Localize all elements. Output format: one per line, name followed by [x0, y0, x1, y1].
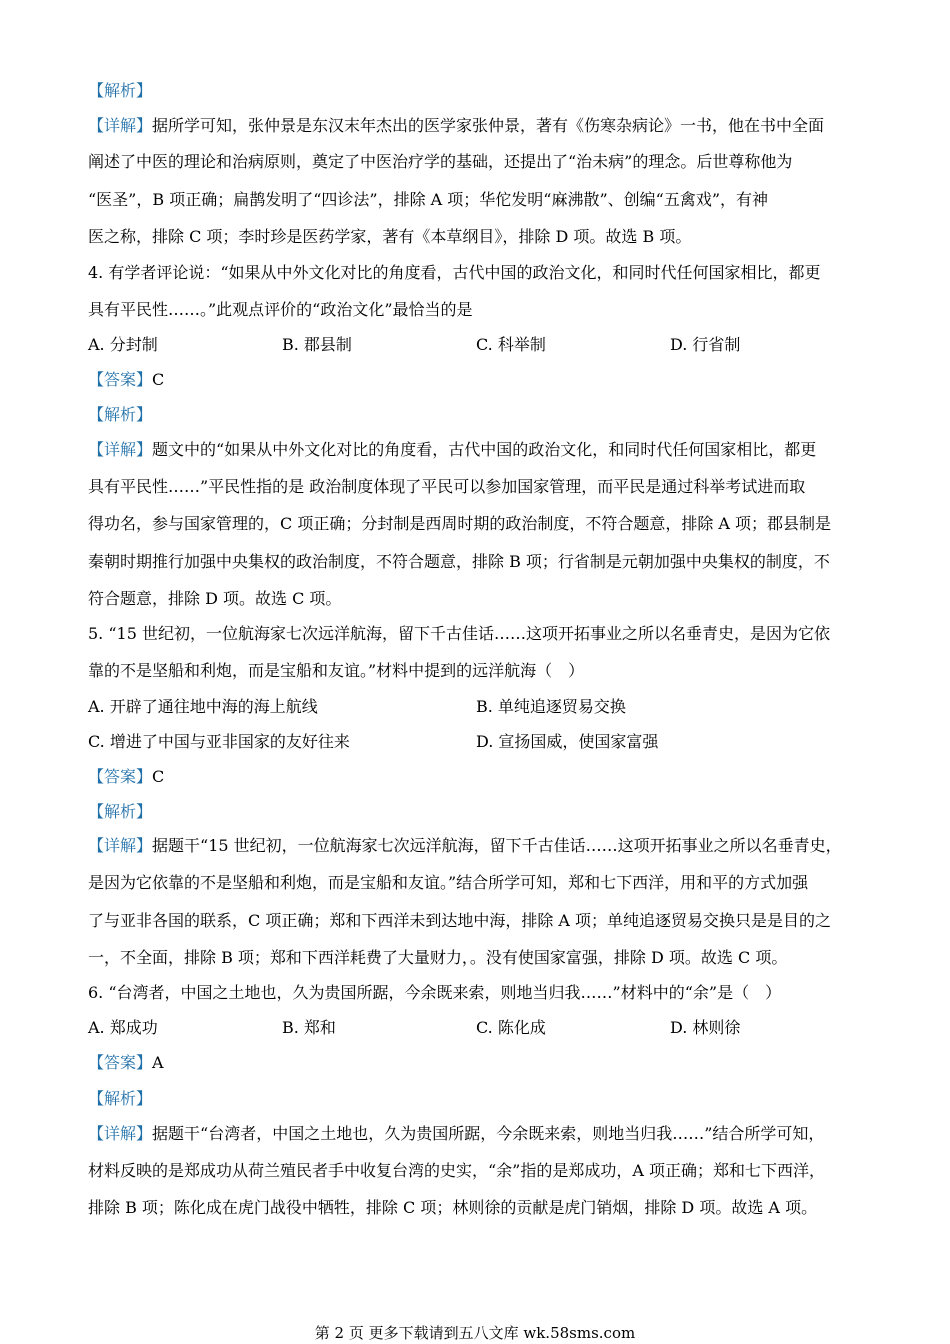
option-b: B. 郡县制: [282, 335, 352, 354]
question-stem: 5. “15 世纪初，一位航海家七次远洋航海，留下千古佳话……这项开拓事业之所以名垂青史，是因为它依: [88, 624, 830, 643]
answer-value: A: [152, 1053, 164, 1072]
answer-label: 【答案】: [88, 767, 153, 786]
analysis-label: 【解析】: [88, 405, 153, 424]
option-a: A. 分封制: [88, 335, 158, 354]
option-b: B. 单纯追逐贸易交换: [476, 697, 626, 716]
answer-line: [88, 370, 868, 390]
answer-line: [88, 767, 868, 787]
detail-line: 【详解】据所学可知，张仲景是东汉末年杰出的医学家张仲景，著有《伤寒杂病论》一书，他在书中全面: [88, 116, 825, 135]
analysis-label: 【解析】: [88, 81, 153, 100]
detail-line: 是因为它依靠的不是坚船和利炮，而是宝船和友谊。”结合所学可知，郑和七下西洋，用和平的方式加强: [88, 873, 809, 892]
option-d: D. 林则徐: [670, 1018, 741, 1037]
detail-label: 【详解】: [88, 116, 153, 135]
option-a: A. 开辟了通往地中海的海上航线: [88, 697, 318, 716]
answer-label: 【答案】: [88, 1053, 153, 1072]
detail-line: 一，不全面，排除 B 项；郑和下西洋耗费了大量财力，。没有使国家富强，排除 D 项。故选 C 项。: [88, 948, 788, 967]
detail-label: 【详解】: [88, 836, 153, 855]
detail-line: “医圣”，B 项正确；扁鹊发明了“四诊法”，排除 A 项；华佗发明“麻沸散”、创编“五禽戏”，有神: [88, 190, 769, 209]
answer-value: C: [152, 370, 165, 389]
question-stem: 具有平民性……。”此观点评价的“政治文化”最恰当的是: [88, 300, 473, 319]
detail-line: 得功名，参与国家管理的，C 项正确；分封制是西周时期的政治制度，不符合题意，排除 A 项；郡县制是: [88, 514, 832, 533]
option-a: A. 郑成功: [88, 1018, 158, 1037]
page-footer: 第 2 页 更多下载请到五八文库 wk.58sms.com: [314, 1324, 636, 1342]
detail-line: 阐述了中医的理论和治病原则，奠定了中医治疗学的基础，还提出了“治未病”的理念。后世尊称他为: [88, 152, 793, 171]
option-d: D. 行省制: [670, 335, 741, 354]
detail-line: 【详解】据题干“15 世纪初，一位航海家七次远洋航海，留下千古佳话……这项开拓事业之所以名垂青史，: [88, 836, 842, 855]
detail-line: 排除 B 项；陈化成在虎门战役中牺牲，排除 C 项；林则徐的贡献是虎门销烟，排除 D 项。故选 A 项。: [88, 1198, 818, 1217]
option-b: B. 郑和: [282, 1018, 336, 1037]
question-stem: 4. 有学者评论说：“如果从中外文化对比的角度看，古代中国的政治文化，和同时代任何国家相比，都更: [88, 263, 821, 282]
question-stem: 6. “台湾者，中国之土地也，久为贵国所踞，今余既来索，则地当归我……”材料中的“余”是（ ）: [88, 983, 782, 1002]
detail-label: 【详解】: [88, 440, 153, 459]
analysis-label: 【解析】: [88, 1089, 153, 1108]
detail-line: 秦朝时期推行加强中央集权的政治制度，不符合题意，排除 B 项；行省制是元朝加强中央集权的制度，不: [88, 552, 830, 571]
answer-label: 【答案】: [88, 370, 153, 389]
analysis-label: 【解析】: [88, 802, 153, 821]
detail-line: 材料反映的是郑成功从荷兰殖民者手中收复台湾的史实，“余”指的是郑成功，A 项正确；郑和七下西洋，: [88, 1161, 826, 1180]
detail-line: 了与亚非各国的联系，C 项正确；郑和下西洋未到达地中海，排除 A 项；单纯追逐贸易交换只是是目的之: [88, 911, 832, 930]
detail-line: 符合题意，排除 D 项。故选 C 项。: [88, 589, 342, 608]
option-d: D. 宣扬国威，使国家富强: [476, 732, 659, 751]
option-c: C. 增进了中国与亚非国家的友好往来: [88, 732, 350, 751]
detail-line: 具有平民性……”平民性指的是 政治制度体现了平民可以参加国家管理，而平民是通过科举考试进而取: [88, 477, 806, 496]
question-stem: 靠的不是坚船和利炮，而是宝船和友谊。”材料中提到的远洋航海（ ）: [88, 661, 585, 680]
detail-line: 医之称，排除 C 项；李时珍是医药学家，著有《本草纲目》，排除 D 项。故选 B 项。: [88, 227, 692, 246]
option-c: C. 科举制: [476, 335, 546, 354]
answer-line: [88, 1053, 868, 1073]
detail-line: 【详解】据题干“台湾者，中国之土地也，久为贵国所踞，今余既来索，则地当归我……”结合所学可知，: [88, 1124, 825, 1143]
detail-line: 【详解】题文中的“如果从中外文化对比的角度看，古代中国的政治文化，和同时代任何国家相比，都更: [88, 440, 817, 459]
answer-value: C: [152, 767, 165, 786]
option-c: C. 陈化成: [476, 1018, 546, 1037]
detail-label: 【详解】: [88, 1124, 153, 1143]
